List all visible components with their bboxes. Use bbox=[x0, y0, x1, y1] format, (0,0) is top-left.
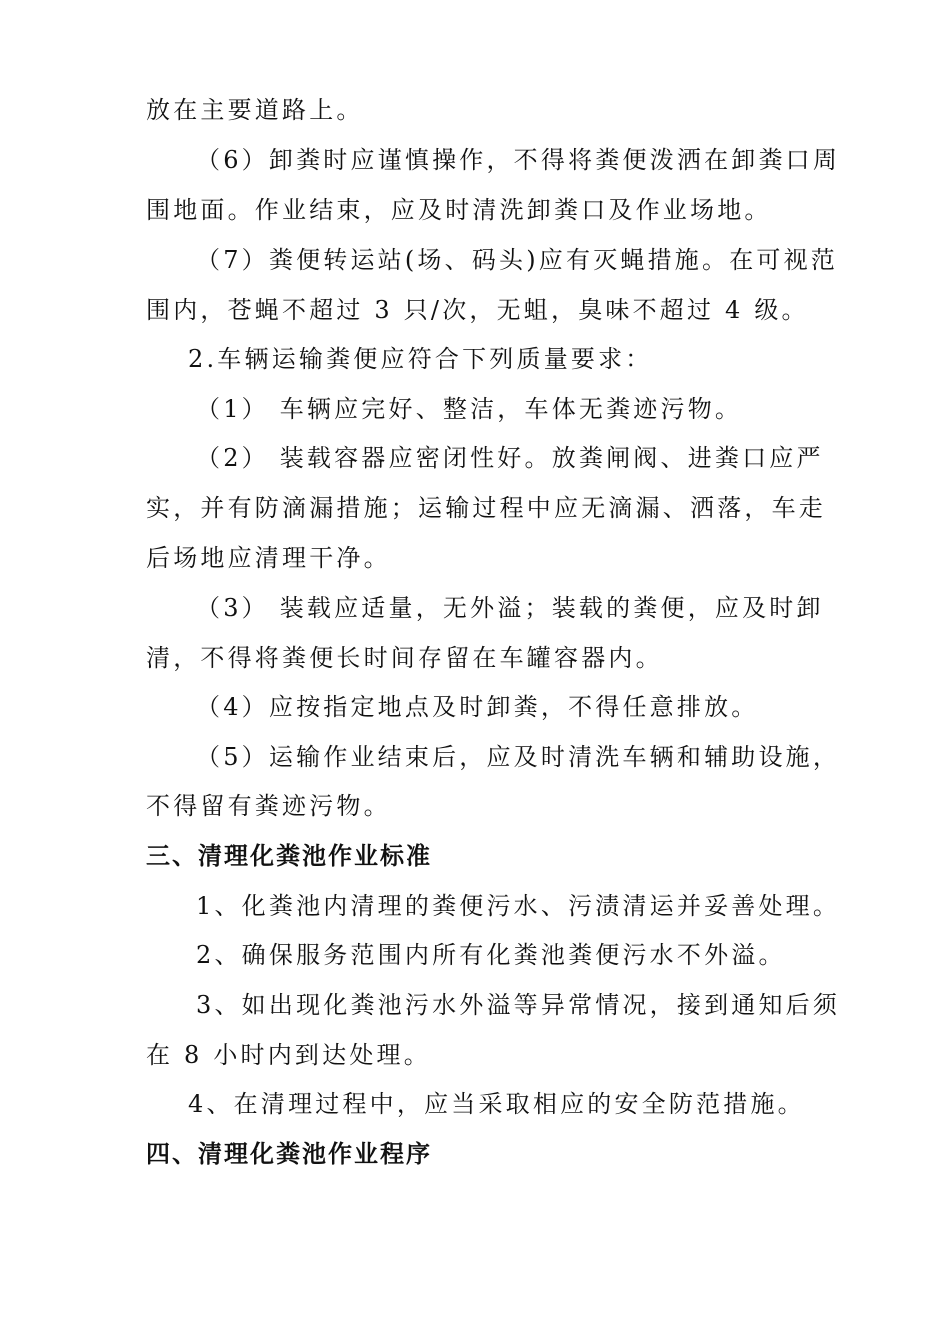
paragraph-line: 围内，苍蝇不超过 3 只/次，无蛆，臭味不超过 4 级。 bbox=[146, 296, 809, 324]
paragraph-line: （3） 装载应适量，无外溢；装载的粪便，应及时卸 bbox=[196, 594, 824, 622]
paragraph-line: 清，不得将粪便长时间存留在车罐容器内。 bbox=[146, 644, 663, 672]
paragraph-line: （4）应按指定地点及时卸粪，不得任意排放。 bbox=[196, 693, 759, 721]
paragraph-line: 3、如出现化粪池污水外溢等异常情况，接到通知后须 bbox=[196, 991, 841, 1019]
paragraph-line: 不得留有粪迹污物。 bbox=[146, 792, 391, 820]
paragraph-line: 2.车辆运输粪便应符合下列质量要求： bbox=[188, 345, 653, 373]
paragraph-line: （2） 装载容器应密闭性好。放粪闸阀、进粪口应严 bbox=[196, 444, 824, 472]
paragraph-line: （5）运输作业结束后，应及时清洗车辆和辅助设施， bbox=[196, 743, 841, 771]
paragraph-line: 放在主要道路上。 bbox=[146, 96, 364, 124]
paragraph-line: 4、在清理过程中，应当采取相应的安全防范措施。 bbox=[188, 1090, 805, 1118]
paragraph-line: （6）卸粪时应谨慎操作，不得将粪便泼洒在卸粪口周 bbox=[196, 146, 841, 174]
paragraph-line: 在 8 小时内到达处理。 bbox=[146, 1041, 431, 1069]
paragraph-line: 2、确保服务范围内所有化粪池粪便污水不外溢。 bbox=[196, 941, 786, 969]
paragraph-line: 实，并有防滴漏措施；运输过程中应无滴漏、洒落，车走 bbox=[146, 494, 826, 522]
paragraph-line: （1） 车辆应完好、整洁，车体无粪迹污物。 bbox=[196, 395, 743, 423]
paragraph-line: 后场地应清理干净。 bbox=[146, 544, 391, 572]
paragraph-line: 围地面。作业结束，应及时清洗卸粪口及作业场地。 bbox=[146, 196, 772, 224]
section-heading: 四、清理化粪池作业程序 bbox=[146, 1140, 432, 1168]
section-heading: 三、清理化粪池作业标准 bbox=[146, 842, 432, 870]
paragraph-line: （7）粪便转运站(场、码头)应有灭蝇措施。在可视范 bbox=[196, 246, 838, 274]
paragraph-line: 1、化粪池内清理的粪便污水、污渍清运并妥善处理。 bbox=[196, 892, 841, 920]
